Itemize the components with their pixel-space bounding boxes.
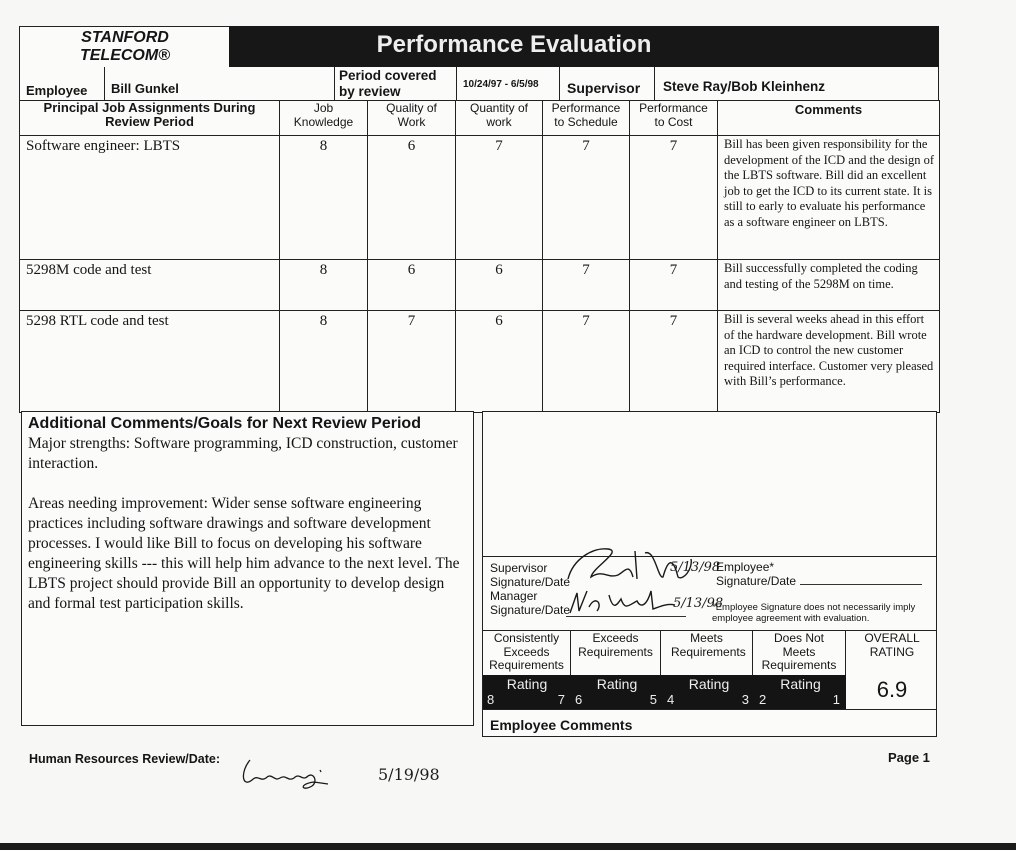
- period-label: [335, 67, 457, 100]
- quantity-score: 7: [456, 136, 543, 260]
- employee-signature-line: [800, 584, 922, 585]
- rating-category-does-not-meet: Does Not Meets Requirements: [753, 631, 846, 676]
- period-label-line1: Period covered: [339, 68, 437, 83]
- company-name-line2: TELECOM®: [79, 47, 170, 64]
- assignments-table: [19, 100, 940, 413]
- company-logo: [19, 26, 230, 68]
- form-title: Performance Evaluation: [229, 26, 939, 68]
- col-header-schedule: Performance to Schedule: [543, 101, 630, 136]
- rating-scale-8-7: Rating 8 7: [487, 676, 565, 707]
- additional-comments-box: [21, 411, 474, 726]
- table-row: [20, 311, 940, 413]
- employee-signature-note: *Employee Signature does not necessarily imply employee agreement with evaluation.: [712, 602, 916, 624]
- cost-score: 7: [630, 260, 718, 311]
- col-header-assignment: Principal Job Assignments During Review Period: [20, 101, 280, 136]
- schedule-score: 7: [543, 311, 630, 413]
- manager-signature-label: Manager Signature/Date: [490, 589, 571, 617]
- employee-comments-label: Employee Comments: [483, 709, 936, 738]
- rating-categories: [483, 630, 936, 676]
- supervisor-name: Steve Ray/Bob Kleinhenz: [663, 79, 826, 94]
- additional-comments-title: Additional Comments/Goals for Next Review Period: [28, 415, 421, 432]
- signature-rating-box: [482, 411, 937, 737]
- supervisor-signature-date: 5/13/98: [670, 560, 721, 575]
- rating-scale-4-3: Rating 4 3: [667, 676, 749, 707]
- rating-category-meets: Meets Requirements: [661, 631, 753, 676]
- hr-signature: [238, 752, 348, 792]
- hr-review-label: Human Resources Review/Date:: [29, 752, 221, 766]
- period-label-line2: by review: [339, 84, 401, 99]
- col-header-job-knowledge: Job Knowledge: [280, 101, 368, 136]
- table-header-row: [20, 101, 940, 136]
- quality-score: 7: [368, 311, 456, 413]
- comment-cell: Bill successfully completed the coding and testing of the 5298M on time.: [718, 260, 940, 311]
- comment-cell: Bill has been given responsibility for the development of the ICD and the design of the LBTS software. Bill did an excellent job to get the ICD to its current state. It is still to early to evaluate his performance as a software engineer on LBTS.: [718, 136, 940, 260]
- quality-score: 6: [368, 136, 456, 260]
- job-knowledge-score: 8: [280, 311, 368, 413]
- rating-category-exceeds: Exceeds Requirements: [571, 631, 661, 676]
- supervisor-signature-label: Supervisor Signature/Date: [490, 561, 571, 589]
- supervisor-label: Supervisor: [560, 67, 655, 100]
- info-row: [19, 67, 939, 101]
- assignment-cell: Software engineer: LBTS: [20, 136, 280, 260]
- overall-rating-value: 6.9: [876, 677, 908, 702]
- manager-signature: [567, 585, 677, 617]
- cost-score: 7: [630, 311, 718, 413]
- improvement-text: Areas needing improvement: Wider sense software engineering practices including software drawings and software development processes. I would like Bill to focus on developing his software engineering skills --- this will help him advance to the next level. The LBTS project should provide Bill an opportunity to develop design and formal test participation skills.: [28, 495, 460, 612]
- overall-rating-label: OVERALL RATING: [864, 631, 920, 659]
- job-knowledge-score: 8: [280, 260, 368, 311]
- job-knowledge-score: 8: [280, 136, 368, 260]
- table-row: [20, 260, 940, 311]
- quality-score: 6: [368, 260, 456, 311]
- col-header-comments: Comments: [718, 101, 940, 136]
- rating-category-consistently-exceeds: Consistently Exceeds Requirements: [483, 631, 571, 676]
- assignment-cell: 5298 RTL code and test: [20, 311, 280, 413]
- quantity-score: 6: [456, 260, 543, 311]
- rating-scale-band: [483, 675, 846, 709]
- employee-name: Bill Gunkel: [105, 67, 335, 100]
- scan-bottom-edge: [0, 843, 1016, 850]
- assignment-cell: 5298M code and test: [20, 260, 280, 311]
- period-value: 10/24/97 - 6/5/98: [457, 67, 560, 100]
- rating-scale-6-5: Rating 6 5: [575, 676, 657, 707]
- col-header-cost: Performance to Cost: [630, 101, 718, 136]
- company-name-line1: STANFORD: [81, 29, 169, 46]
- table-row: [20, 136, 940, 260]
- rating-scale-2-1: Rating 2 1: [759, 676, 840, 707]
- employee-signature-label: Employee* Signature/Date: [716, 560, 922, 588]
- schedule-score: 7: [543, 136, 630, 260]
- cost-score: 7: [630, 136, 718, 260]
- comment-cell: Bill is several weeks ahead in this effort of the hardware development. Bill wrote an ICD to control the new customer required interface. Customer very pleased with Bill’s performance.: [718, 311, 940, 413]
- col-header-quantity: Quantity of work: [456, 101, 543, 136]
- page-number: Page 1: [888, 750, 930, 765]
- employee-label: Employee: [20, 67, 105, 100]
- col-header-quality: Quality of Work: [368, 101, 456, 136]
- manager-signature-date: 5/13/98: [673, 596, 724, 611]
- strengths-text: Major strengths: Software programming, ICD construction, customer interaction.: [28, 435, 458, 472]
- quantity-score: 6: [456, 311, 543, 413]
- schedule-score: 7: [543, 260, 630, 311]
- hr-review-date: 5/19/98: [378, 765, 440, 784]
- signature-area: [483, 556, 936, 631]
